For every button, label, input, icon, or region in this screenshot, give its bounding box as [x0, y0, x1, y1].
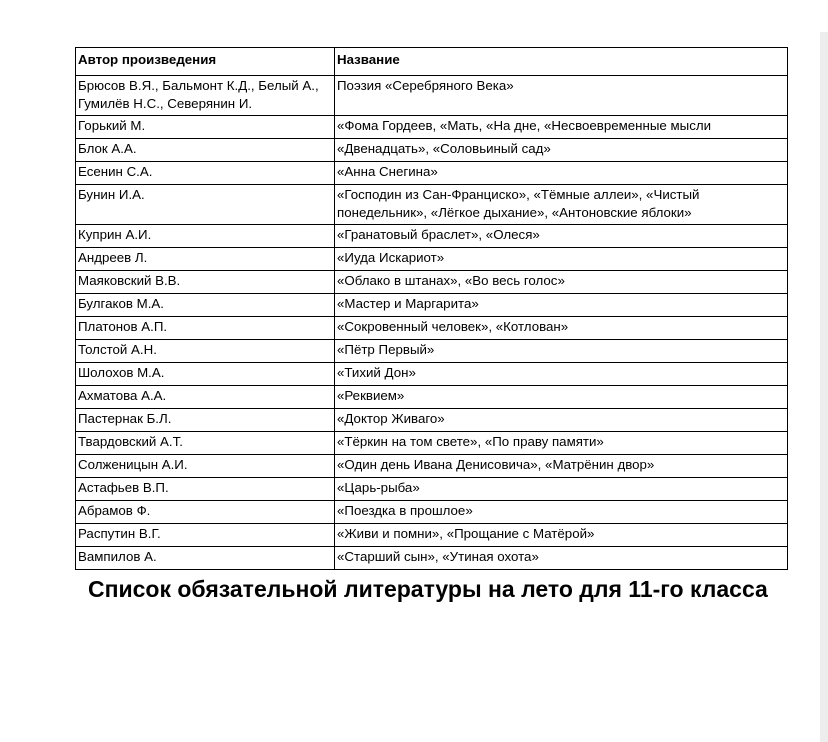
table-row	[76, 340, 788, 363]
title-cell: «Двенадцать», «Соловьиный сад»	[335, 139, 788, 162]
author-cell: Астафьев В.П.	[76, 478, 335, 501]
title-cell: «Пётр Первый»	[335, 340, 788, 363]
author-cell: Толстой А.Н.	[76, 340, 335, 363]
title-cell: «Тёркин на том свете», «По праву памяти»	[335, 432, 788, 455]
title-cell: Поэзия «Серебряного Века»	[335, 76, 788, 116]
title-cell: «Поездка в прошлое»	[335, 501, 788, 524]
title-cell: «Доктор Живаго»	[335, 409, 788, 432]
table-row	[76, 294, 788, 317]
table-row	[76, 116, 788, 139]
table-row	[76, 225, 788, 248]
author-cell: Горький М.	[76, 116, 335, 139]
table-row	[76, 271, 788, 294]
table-row	[76, 76, 788, 116]
title-cell: «Один день Ивана Денисовича», «Матрёнин двор»	[335, 455, 788, 478]
author-cell: Булгаков М.А.	[76, 294, 335, 317]
title-cell: «Сокровенный человек», «Котлован»	[335, 317, 788, 340]
author-cell: Вампилов А.	[76, 547, 335, 570]
table-row	[76, 455, 788, 478]
table-row	[76, 248, 788, 271]
title-cell: «Фома Гордеев, «Мать, «На дне, «Несвоевременные мысли	[335, 116, 788, 139]
table-row	[76, 409, 788, 432]
author-cell: Шолохов М.А.	[76, 363, 335, 386]
table-row	[76, 363, 788, 386]
table-row	[76, 386, 788, 409]
title-cell: «Царь-рыба»	[335, 478, 788, 501]
document-caption: Список обязательной литературы на лето для 11-го класса	[88, 576, 768, 602]
title-cell: «Старший сын», «Утиная охота»	[335, 547, 788, 570]
table-row	[76, 139, 788, 162]
author-column-header: Автор произведения	[76, 48, 335, 76]
author-cell: Куприн А.И.	[76, 225, 335, 248]
author-cell: Солженицын А.И.	[76, 455, 335, 478]
table-row	[76, 524, 788, 547]
title-column-header: Название	[335, 48, 788, 76]
table-row	[76, 547, 788, 570]
title-cell: «Живи и помни», «Прощание с Матёрой»	[335, 524, 788, 547]
title-cell: «Гранатовый браслет», «Олеся»	[335, 225, 788, 248]
table-row	[76, 317, 788, 340]
table-row	[76, 185, 788, 225]
table-row	[76, 162, 788, 185]
author-cell: Есенин С.А.	[76, 162, 335, 185]
author-cell: Твардовский А.Т.	[76, 432, 335, 455]
title-cell: «Анна Снегина»	[335, 162, 788, 185]
title-cell: «Иуда Искариот»	[335, 248, 788, 271]
author-cell: Бунин И.А.	[76, 185, 335, 225]
table-header-row	[76, 48, 788, 76]
author-cell: Блок А.А.	[76, 139, 335, 162]
table-row	[76, 501, 788, 524]
title-cell: «Реквием»	[335, 386, 788, 409]
author-cell: Андреев Л.	[76, 248, 335, 271]
title-cell: «Облако в штанах», «Во весь голос»	[335, 271, 788, 294]
literature-table	[75, 47, 788, 570]
author-cell: Пастернак Б.Л.	[76, 409, 335, 432]
table-body	[76, 76, 788, 570]
author-cell: Абрамов Ф.	[76, 501, 335, 524]
author-cell: Брюсов В.Я., Бальмонт К.Д., Белый А., Гумилёв Н.С., Северянин И.	[76, 76, 335, 116]
author-cell: Ахматова А.А.	[76, 386, 335, 409]
page-edge-shadow	[820, 32, 828, 742]
table-row	[76, 478, 788, 501]
title-cell: «Тихий Дон»	[335, 363, 788, 386]
author-cell: Маяковский В.В.	[76, 271, 335, 294]
table-row	[76, 432, 788, 455]
title-cell: «Господин из Сан-Франциско», «Тёмные аллеи», «Чистый понедельник», «Лёгкое дыхание», «Антоновские яблоки»	[335, 185, 788, 225]
author-cell: Распутин В.Г.	[76, 524, 335, 547]
author-cell: Платонов А.П.	[76, 317, 335, 340]
title-cell: «Мастер и Маргарита»	[335, 294, 788, 317]
